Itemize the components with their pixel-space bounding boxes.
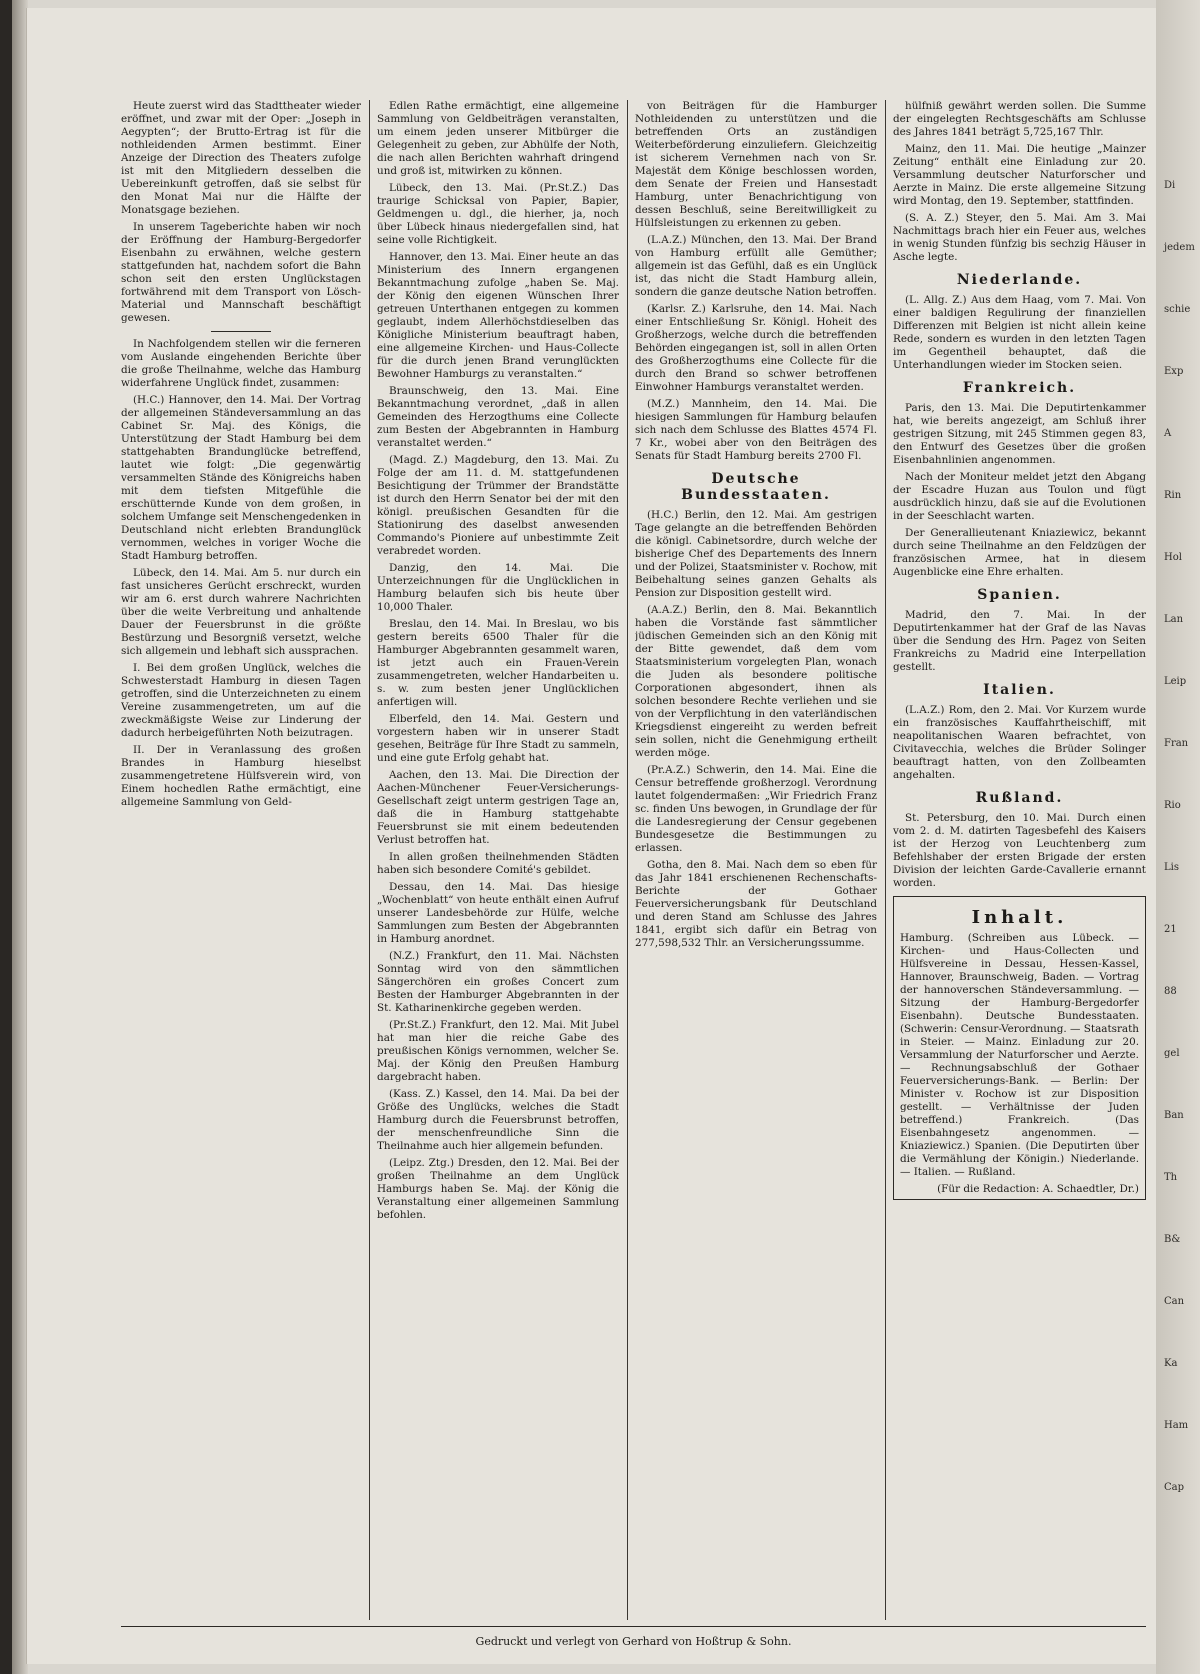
paragraph: (A.A.Z.) Berlin, den 8. Mai. Bekanntlich haben die Vorstände fast sämmtlicher jüdischen Gemeinden sich an den König mit der Bitte gewendet, daß dem vom Staatsministerium vorgelegten Plan, wonach die Juden als besondere politische Corporationen abgesondert, ihnen als solchen besondere Rechte verliehen und sie von der Verpflichtung in den vaterländischen Kriegsdienst eingereiht zu werden befreit sein sollen, nicht die Genehmigung ertheilt werden möge.	[635, 604, 877, 759]
paragraph: (Karlsr. Z.) Karlsruhe, den 14. Mai. Nach einer Entschließung Sr. Königl. Hoheit des Großherzogs, welche durch die betreffenden Behörden eingegangen ist, soll in allen Orten des Großherzogthums eine Collecte für die durch den Brand so schwer betroffenen Einwohner Hamburgs veranstaltet werden.	[635, 303, 877, 393]
paragraph: (H.C.) Hannover, den 14. Mai. Der Vortrag der allgemeinen Ständeversammlung an das Cabinet Sr. Maj. des Königs, die Unterstützung der Stadt Hamburg bei dem stattgehabten Brandunglücke betreffend, lautet wie folgt: „Die gegenwärtig versammelten Stände des Königreichs haben mit dem tiefsten Mitgefühle die erschütternde Kunde von dem großen, in solchem Umfange seit Menschengedenken in Deutschland nicht erlebten Brandunglück vernommen, welches in voriger Woche die Stadt Hamburg betroffen.	[121, 394, 361, 562]
adjacent-page-fragment: Can	[1164, 1296, 1185, 1307]
adjacent-page-fragment: Lis	[1164, 862, 1179, 873]
paragraph: Dessau, den 14. Mai. Das hiesige „Wochenblatt“ von heute enthält einen Aufruf unserer Landesbehörde zur Hülfe, welche Sammlungen zum Besten der Abgebrannten in Hamburg anordnet.	[377, 881, 619, 945]
newspaper-page	[26, 8, 1156, 1664]
section-heading-russland: Rußland.	[975, 790, 1064, 806]
binding-edge	[0, 0, 12, 1674]
column-3	[635, 100, 877, 1620]
adjacent-page-fragment: 21	[1164, 924, 1177, 935]
section-heading-bundesstaaten: Deutsche Bundesstaaten.	[681, 471, 831, 503]
column-1	[121, 100, 361, 1620]
paragraph: (Pr.St.Z.) Frankfurt, den 12. Mai. Mit Jubel hat man hier die reiche Gabe des preußischen Königs vernommen, welcher Se. Maj. der König den Preußen Hamburg dargebracht haben.	[377, 1019, 619, 1083]
paragraph: (L.A.Z.) München, den 13. Mai. Der Brand von Hamburg erfüllt alle Gemüther; allgemein ist das Gefühl, daß es ein Unglück ist, das nicht die Stadt Hamburg allein, sondern die ganze deutsche Nation betroffen.	[635, 234, 877, 298]
paragraph: Lübeck, den 13. Mai. (Pr.St.Z.) Das traurige Schicksal von Papier, Bapier, Geldmengen u. dgl., die hierher, ja, noch über Lübeck hinaus niedergefallen sind, hat seine volle Richtigkeit.	[377, 182, 619, 246]
adjacent-page-fragment: Rin	[1164, 490, 1182, 501]
column-rule	[885, 100, 886, 1620]
adjacent-page-fragment: Rio	[1164, 800, 1181, 811]
column-rule	[627, 100, 628, 1620]
paragraph: Mainz, den 11. Mai. Die heutige „Mainzer Zeitung“ enthält eine Einladung zur 20. Versammlung deutscher Naturforscher und Aerzte in Mainz. Die erste allgemeine Sitzung wird Montag, den 19. September, stattfinden.	[893, 143, 1146, 207]
paragraph: von Beiträgen für die Hamburger Nothleidenden zu unterstützen und die betreffenden Orts an zuständigen Weiterbeförderung einzuliefern. Gleichzeitig ist sicherem Vernehmen nach von Sr. Majestät dem Könige beschlossen worden, dem Senate der Freien und Hansestadt Hamburg, unter Benachrichtigung von dessen Beschluß, seine Bereitwilligkeit zu Hülfsleistungen zu erkennen zu geben.	[635, 100, 877, 229]
adjacent-page-fragment: Fran	[1164, 738, 1189, 749]
toc-title: Inhalt.	[971, 907, 1068, 928]
adjacent-page-fragment: Hol	[1164, 552, 1182, 563]
table-of-contents	[893, 896, 1146, 1200]
paragraph: (L.A.Z.) Rom, den 2. Mai. Vor Kurzem wurde ein französisches Kauffahrtheischiff, mit neapolitanischen Waaren befrachtet, von Civitavecchia, welches die Brüder Solinger beauftragt hatten, von den Zollbeamten angehalten.	[893, 704, 1146, 781]
adjacent-page-fragment: gel	[1164, 1048, 1180, 1059]
adjacent-page-fragment: A	[1164, 428, 1172, 439]
adjacent-page-fragment: Ham	[1164, 1420, 1189, 1431]
adjacent-page-fragment: Ban	[1164, 1110, 1184, 1121]
adjacent-page-fragment: schie	[1164, 304, 1191, 315]
section-heading-frankreich: Frankreich.	[962, 380, 1077, 396]
editor-line: (Für die Redaction: A. Schaedtler, Dr.)	[937, 1183, 1139, 1195]
paragraph: (Magd. Z.) Magdeburg, den 13. Mai. Zu Folge der am 11. d. M. stattgefundenen Besichtigung der Trümmer der Brandstätte ist durch den Herrn Senator bei der mit den königl. preußischen Gesandten für die Stationirung des daselbst anwesenden Commando's Pioniere auf unbestimmte Zeit verabredet worden.	[377, 454, 619, 557]
paragraph: (Pr.A.Z.) Schwerin, den 14. Mai. Eine die Censur betreffende großherzogl. Verordnung lautet folgendermaßen: „Wir Friedrich Franz sc. finden Uns bewogen, in Grundlage der für die Landesregierung der Censur gegebenen Bundesgesetze die Bestimmungen zu erlassen.	[635, 764, 877, 854]
paragraph: Breslau, den 14. Mai. In Breslau, wo bis gestern bereits 6500 Thaler für die Hamburger Abgebrannten gesammelt waren, ist jetzt auch ein Frauen-Verein zusammengetreten, welcher Handarbeiten u. s. w. zum besten jener Unglücklichen anfertigen will.	[377, 618, 619, 708]
paragraph: Aachen, den 13. Mai. Die Direction der Aachen-Münchener Feuer-Versicherungs-Gesellschaft zeigt unterm gestrigen Tage an, daß die in Hamburg stattgehabte Feuersbrunst sie mit einem bedeutenden Verlust betroffen hat.	[377, 769, 619, 846]
adjacent-page-fragment: Di	[1164, 180, 1176, 191]
section-heading-niederlande: Niederlande.	[956, 272, 1083, 288]
paragraph: (M.Z.) Mannheim, den 14. Mai. Die hiesigen Sammlungen für Hamburg belaufen sich nach dem Schlusse des Blattes 4574 Fl. 7 Kr., wobei aber von den Beiträgen des Senats für Stadt Hamburg bereits 2700 Fl.	[635, 398, 877, 462]
paragraph: Braunschweig, den 13. Mai. Eine Bekanntmachung verordnet, „daß in allen Gemeinden des Herzogthums eine Collecte zum Besten der Abgebrannten in Hamburg veranstaltet werden.“	[377, 385, 619, 449]
paragraph: Heute zuerst wird das Stadttheater wieder eröffnet, und zwar mit der Oper: „Joseph in Aegypten“; der Brutto-Ertrag ist für die nothleidenden Armen bestimmt. Einer Anzeige der Direction des Theaters zufolge ist mit den Mitgliedern desselben die Uebereinkunft getroffen, daß sie selbst für den Monat Mai nur die Hälfte der Monatsgage beziehen.	[121, 100, 361, 216]
paragraph: (Kass. Z.) Kassel, den 14. Mai. Da bei der Größe des Unglücks, welches die Stadt Hamburg durch die Feuersbrunst betroffen, der menschenfreundliche Sinn die Theilnahme auch hier allgemein befunden.	[377, 1088, 619, 1152]
paragraph: (L. Allg. Z.) Aus dem Haag, vom 7. Mai. Von einer baldigen Regulirung der finanziellen Differenzen mit Belgien ist nicht allein keine Rede, sondern es wurden in den letzten Tagen im Gegentheil behauptet, daß die Unterhandlungen wieder im Stocken seien.	[893, 294, 1146, 371]
paragraph: I. Bei dem großen Unglück, welches die Schwesterstadt Hamburg in diesen Tagen getroffen, sind die Unterzeichneten zu einem Vereine zusammengetreten, um auf die zweckmäßigste Weise zur Linderung der dadurch herbeigeführten Noth beizutragen.	[121, 662, 361, 739]
paragraph: Danzig, den 14. Mai. Die Unterzeichnungen für die Unglücklichen in Hamburg belaufen sich bis heute über 10,000 Thaler.	[377, 562, 619, 613]
paragraph: Elberfeld, den 14. Mai. Gestern und vorgestern haben wir in unserer Stadt gesehen, Beiträge für Ihre Stadt zu sammeln, und eine gute Erfolg gehabt hat.	[377, 713, 619, 764]
adjacent-page-fragment: 88	[1164, 986, 1177, 997]
paragraph: Der Generallieutenant Kniaziewicz, bekannt durch seine Theilnahme an den Feldzügen der französischen Armee, hat in diesem Augenblicke eine Ehre erhalten.	[893, 527, 1146, 578]
adjacent-page-fragment: Exp	[1164, 366, 1184, 377]
paragraph: In allen großen theilnehmenden Städten haben sich besondere Comité's gebildet.	[377, 851, 619, 876]
column-2	[377, 100, 619, 1620]
paragraph: In unserem Tageberichte haben wir noch der Eröffnung der Hamburg-Bergedorfer Eisenbahn zu erwähnen, welche gestern stattgefunden hat, nachdem sofort die Bahn schon seit den ersten Unglückstagen fortwährend mit dem Transport von Lösch-Material und Mannschaft beschäftigt gewesen.	[121, 221, 361, 324]
paragraph: (H.C.) Berlin, den 12. Mai. Am gestrigen Tage gelangte an die betreffenden Behörden die königl. Cabinetsordre, durch welche der bisherige Chef des Departements des Innern und der Polizei, Staatsminister v. Rochow, mit Beibehaltung seines ganzen Gehalts als Pension zur Disposition gestellt wird.	[635, 509, 877, 599]
section-divider	[211, 331, 271, 332]
paragraph: In Nachfolgendem stellen wir die ferneren vom Auslande eingehenden Berichte über die große Theilnahme, welche das Hamburg widerfahrene Unglück findet, zusammen:	[121, 338, 361, 389]
paragraph: Gotha, den 8. Mai. Nach dem so eben für das Jahr 1841 erschienenen Rechenschafts-Berichte der Gothaer Feuerversicherungsbank für Deutschland und deren Stand am Schlusse des Jahres 1841, ergibt sich dafür ein Betrag von 277,598,532 Thlr. an Versicherungssumme.	[635, 859, 877, 949]
paragraph: Nach der Moniteur meldet jetzt den Abgang der Escadre Huzan aus Toulon und fügt ausdrücklich hinzu, daß sie auf die Evolutionen in der Seeschlacht warten.	[893, 471, 1146, 522]
paragraph: St. Petersburg, den 10. Mai. Durch einen vom 2. d. M. datirten Tagesbefehl des Kaisers ist der Herzog von Leuchtenberg zum Befehlshaber der ersten Brigade der ersten Division der leichten Garde-Cavallerie ernannt worden.	[893, 812, 1146, 889]
paragraph: Edlen Rathe ermächtigt, eine allgemeine Sammlung von Geldbeiträgen veranstalten, um einem jeden unserer Mitbürger die Gelegenheit zu geben, zur Abhülfe der Noth, die nach allen Berichten wahrhaft dringend und groß ist, mitwirken zu können.	[377, 100, 619, 177]
adjacent-page-fragment: Ka	[1164, 1358, 1178, 1369]
toc-body: Hamburg. (Schreiben aus Lübeck. — Kirchen- und Haus-Collecten und Hülfsvereine in Dessau, Hessen-Kassel, Hannover, Braunschweig, Baden. — Vortrag der hannoverschen Ständeversammlung. — Sitzung der Hamburg-Bergedorfer Eisenbahn). Deutsche Bundesstaaten. (Schwerin: Censur-Verordnung. — Staatsrath in Steier. — Mainz. Einladung zur 20. Versammlung der Naturforscher und Aerzte. — Rechnungsabschluß der Gothaer Feuerversicherungs-Bank. — Berlin: Der Minister v. Rochow ist zur Disposition gestellt. — Verhältnisse der Juden betreffend.) Frankreich. (Das Eisenbahngesetz angenommen. — Kniaziewicz.) Spanien. (Die Deputirten über die Vermählung der Königin.) Niederlande. — Italien. — Rußland.	[900, 932, 1139, 1178]
paragraph: Lübeck, den 14. Mai. Am 5. nur durch ein fast unsicheres Gerücht erschreckt, wurden wir am 6. erst durch wahrere Nachrichten über die weite Verbreitung und anhaltende Dauer der Feuersbrunst in die größte Bestürzung und Besorgniß versetzt, welche sich allgemein und lebhaft sich aussprachen.	[121, 567, 361, 657]
section-heading-spanien: Spanien.	[977, 587, 1062, 603]
column-4	[893, 100, 1146, 1620]
paragraph: (S. A. Z.) Steyer, den 5. Mai. Am 3. Mai Nachmittags brach hier ein Feuer aus, welches in wenig Stunden fünfzig bis sechzig Häuser in Asche legte.	[893, 212, 1146, 263]
section-heading-italien: Italien.	[983, 682, 1056, 698]
adjacent-page-fragment: Lan	[1164, 614, 1184, 625]
adjacent-page-fragment: Cap	[1164, 1482, 1185, 1493]
paragraph: Paris, den 13. Mai. Die Deputirtenkammer hat, wie bereits angezeigt, am Schluß ihrer gestrigen Sitzung, mit 245 Stimmen gegen 83, den Entwurf des Gesetzes über die großen Eisenbahnlinien angenommen.	[893, 402, 1146, 466]
page-content	[121, 100, 1146, 1648]
column-rule	[369, 100, 370, 1620]
adjacent-page-fragment: B&	[1164, 1234, 1181, 1245]
paragraph: II. Der in Veranlassung des großen Brandes in Hamburg hieselbst zusammengetretene Hülfsverein wird, von Einem hochedlen Rathe ermächtigt, eine allgemeine Sammlung von Geld-	[121, 744, 361, 808]
adjacent-page-fragment: jedem	[1164, 242, 1195, 253]
adjacent-page-fragment: Leip	[1164, 676, 1187, 687]
paragraph: hülfniß gewährt werden sollen. Die Summe der eingelegten Rechtsgeschäfts am Schlusse des Jahres 1841 beträgt 5,725,167 Thlr.	[893, 100, 1146, 138]
paragraph: (Leipz. Ztg.) Dresden, den 12. Mai. Bei der großen Theilnahme an dem Unglück Hamburgs haben Se. Maj. der König die Veranstaltung einer allgemeinen Sammlung befohlen.	[377, 1157, 619, 1221]
paragraph: Hannover, den 13. Mai. Einer heute an das Ministerium des Innern ergangenen Bekanntmachung zufolge „haben Se. Maj. der König den eigenen Wünschen Ihrer getreuen Unterthanen entgegen zu kommen geglaubt, indem Allerhöchstdieselben das Königliche Ministerium beauftragt haben, eine allgemeine Kirchen- und Haus-Collecte für die durch jenen Brand verunglückten Bewohner Hamburgs zu veranstalten.“	[377, 251, 619, 380]
imprint-footer: Gedruckt und verlegt von Gerhard von Hoßtrup & Sohn.	[121, 1626, 1146, 1648]
paragraph: Madrid, den 7. Mai. In der Deputirtenkammer hat der Graf de las Navas über die Sendung des Hrn. Pagez von Seiten Frankreichs zu Madrid eine Interpellation gestellt.	[893, 609, 1146, 673]
paragraph: (N.Z.) Frankfurt, den 11. Mai. Nächsten Sonntag wird von den sämmtlichen Sängerchören ein großes Concert zum Besten der Hamburger Abgebrannten in der St. Katharinenkirche gegeben werden.	[377, 950, 619, 1014]
adjacent-page-fragment: Th	[1164, 1172, 1178, 1183]
adjacent-page-edge	[1156, 0, 1200, 1674]
